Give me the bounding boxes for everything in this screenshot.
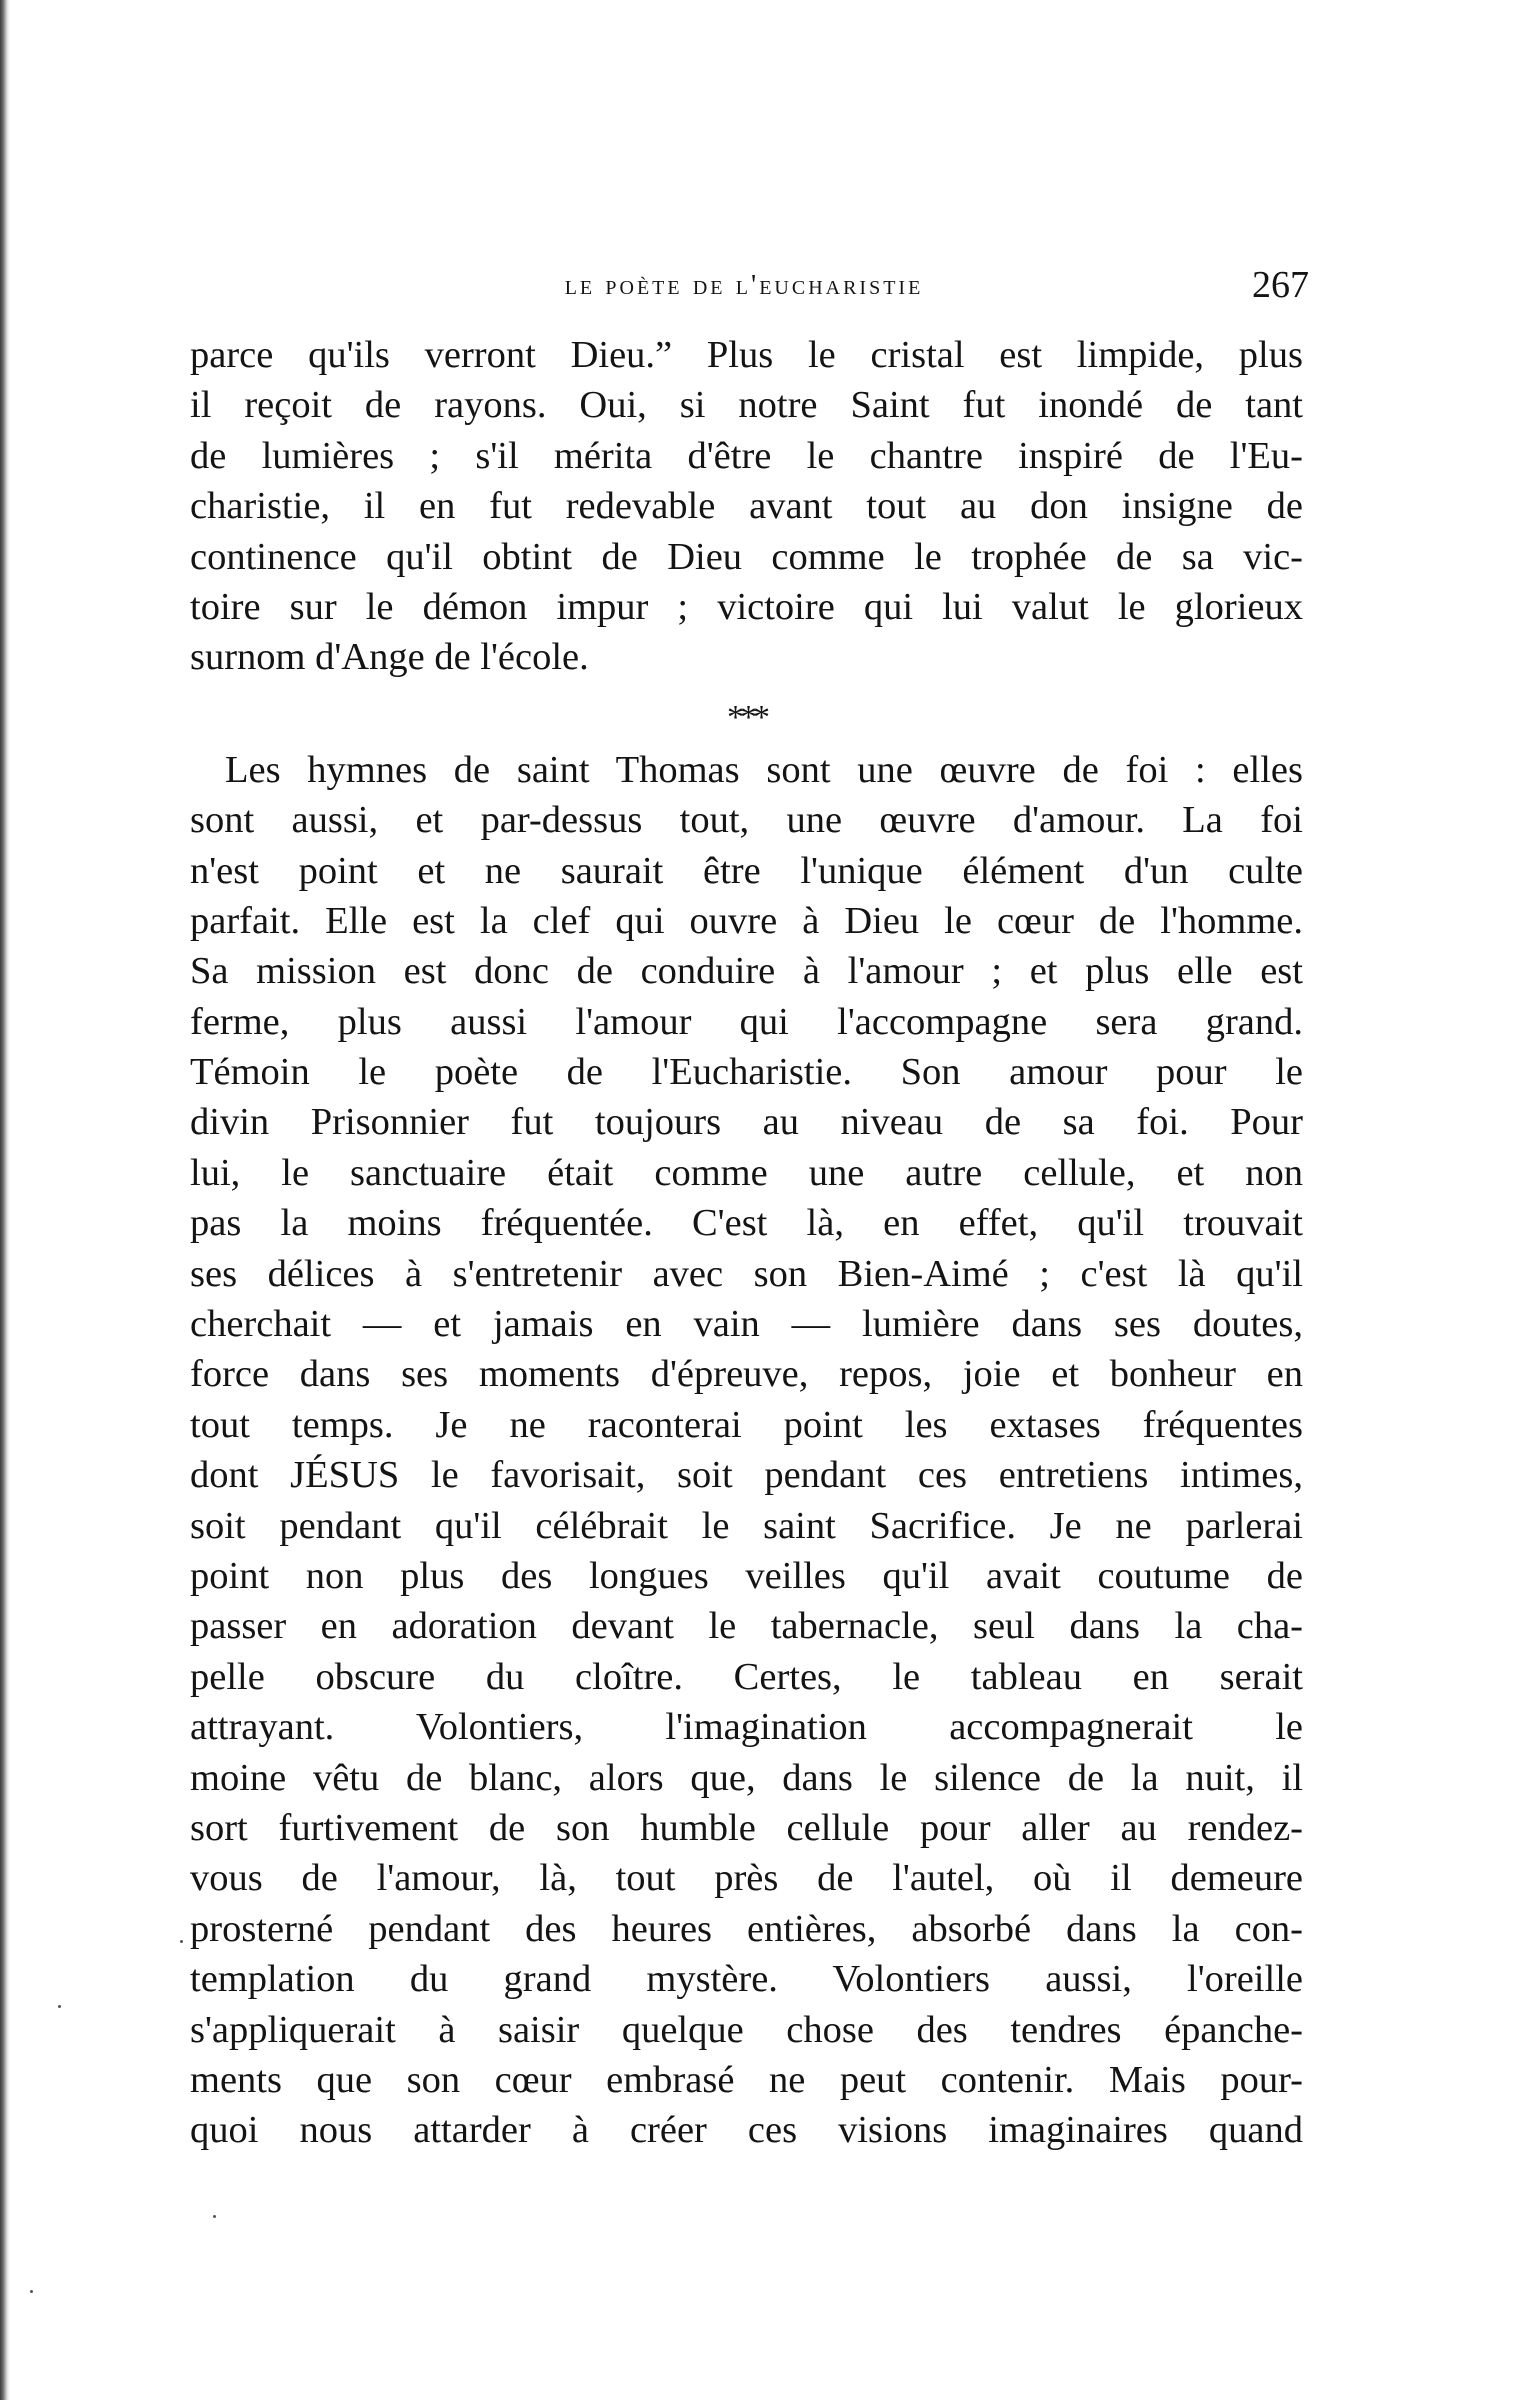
running-title: le poète de l'eucharistie bbox=[564, 269, 924, 301]
text-line: lui, le sanctuaire était comme une autre cellule, et non bbox=[190, 1151, 1303, 1194]
text-line: de lumières ; s'il mérita d'être le chantre inspiré de l'Eu- bbox=[190, 434, 1303, 477]
text-line: surnom d'Ange de l'école. bbox=[190, 636, 589, 679]
text-line: tout temps. Je ne raconterai point les extases fréquentes bbox=[190, 1403, 1303, 1446]
page-speck bbox=[30, 2290, 33, 2293]
body-text bbox=[190, 330, 1303, 2156]
asterism-glyphs: *** bbox=[727, 698, 766, 736]
text-line: parfait. Elle est la clef qui ouvre à Dieu le cœur de l'homme. bbox=[190, 899, 1303, 942]
text-line: pelle obscure du cloître. Certes, le tableau en serait bbox=[190, 1655, 1303, 1698]
text-line: continence qu'il obtint de Dieu comme le trophée de sa vic- bbox=[190, 535, 1303, 578]
text-line: Les hymnes de saint Thomas sont une œuvre de foi : elles bbox=[225, 748, 1303, 791]
text-line: il reçoit de rayons. Oui, si notre Saint fut inondé de tant bbox=[190, 384, 1303, 427]
text-line: force dans ses moments d'épreuve, repos, joie et bonheur en bbox=[190, 1353, 1303, 1396]
text-line: sont aussi, et par-dessus tout, une œuvre d'amour. La foi bbox=[190, 799, 1303, 842]
text-line: ses délices à s'entretenir avec son Bien-Aimé ; c'est là qu'il bbox=[190, 1252, 1303, 1295]
page-number: 267 bbox=[1252, 264, 1309, 306]
paragraph-1 bbox=[190, 330, 1303, 683]
text-line: pas la moins fréquentée. C'est là, en effet, qu'il trouvait bbox=[190, 1202, 1303, 1245]
text-line: templation du grand mystère. Volontiers aussi, l'oreille bbox=[190, 1958, 1303, 2001]
text-line: point non plus des longues veilles qu'il avait coutume de bbox=[190, 1554, 1303, 1597]
text-line: parce qu'ils verront Dieu.” Plus le cristal est limpide, plus bbox=[190, 334, 1303, 376]
text-line: Sa mission est donc de conduire à l'amour ; et plus elle est bbox=[190, 950, 1303, 993]
text-line: attrayant. Volontiers, l'imagination accompagnerait le bbox=[190, 1706, 1303, 1749]
asterism-row bbox=[190, 683, 1303, 745]
asterism-separator bbox=[190, 698, 1303, 736]
text-line: quoi nous attarder à créer ces visions imaginaires quand bbox=[190, 2109, 1303, 2152]
text-line: ferme, plus aussi l'amour qui l'accompagne sera grand. bbox=[190, 1000, 1303, 1043]
text-line: toire sur le démon impur ; victoire qui lui valut le glorieux bbox=[190, 585, 1303, 628]
text-line: s'appliquerait à saisir quelque chose des tendres épanche- bbox=[190, 2008, 1303, 2051]
page-speck bbox=[213, 2215, 216, 2218]
text-line: n'est point et ne saurait être l'unique élément d'un culte bbox=[190, 849, 1303, 892]
text-line: ments que son cœur embrasé ne peut contenir. Mais pour- bbox=[190, 2058, 1303, 2101]
text-line: sort furtivement de son humble cellule pour aller au rendez- bbox=[190, 1806, 1303, 1849]
running-head bbox=[189, 262, 1309, 308]
text-line: passer en adoration devant le tabernacle, seul dans la cha- bbox=[190, 1605, 1303, 1648]
text-line: vous de l'amour, là, tout près de l'autel, où il demeure bbox=[190, 1857, 1303, 1900]
paragraph-2 bbox=[190, 745, 1303, 2156]
text-line: moine vêtu de blanc, alors que, dans le silence de la nuit, il bbox=[190, 1756, 1303, 1799]
text-line: prosterné pendant des heures entières, absorbé dans la con- bbox=[190, 1907, 1303, 1950]
page-speck bbox=[58, 2005, 61, 2008]
text-line: charistie, il en fut redevable avant tout au don insigne de bbox=[190, 485, 1303, 528]
text-line: soit pendant qu'il célébrait le saint Sacrifice. Je ne parlerai bbox=[190, 1504, 1303, 1547]
text-line: cherchait — et jamais en vain — lumière dans ses doutes, bbox=[190, 1303, 1303, 1346]
text-line: divin Prisonnier fut toujours au niveau de sa foi. Pour bbox=[190, 1101, 1303, 1144]
page-speck bbox=[180, 1940, 183, 1943]
text-line: Témoin le poète de l'Eucharistie. Son amour pour le bbox=[190, 1051, 1303, 1094]
text-line: dont JÉSUS le favorisait, soit pendant ces entretiens intimes, bbox=[190, 1454, 1303, 1497]
page-binding-edge bbox=[0, 0, 10, 2400]
